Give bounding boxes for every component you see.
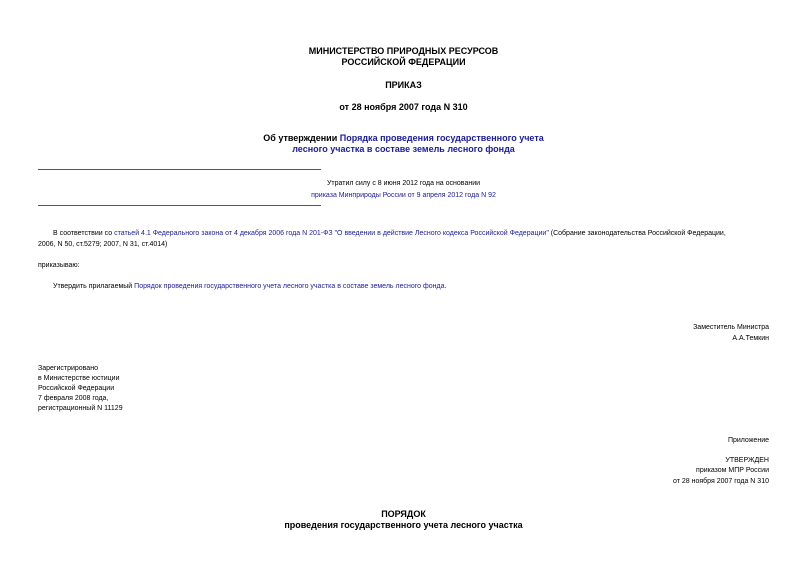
- ministry-name-line2: РОССИЙСКОЙ ФЕДЕРАЦИИ: [341, 57, 466, 67]
- status-note-link[interactable]: приказа Минприроды России от 9 апреля 2012 года N 92: [311, 192, 496, 199]
- para2-prefix: Утвердить прилагаемый: [53, 283, 135, 290]
- registration-line4: 7 февраля 2008 года,: [38, 395, 109, 402]
- registration-line5: регистрационный N 11129: [38, 405, 123, 412]
- document-title-line2: [0, 144, 807, 155]
- registration-line2: в Министерстве юстиции: [38, 375, 120, 382]
- order-word: приказываю:: [38, 262, 80, 269]
- status-note-text: Утратил силу с 8 июня 2012 года на основании: [326, 180, 481, 187]
- approved-by-order: приказом МПР России: [696, 467, 769, 474]
- body-paragraph-1-line2: 2006, N 50, ст.5279; 2007, N 31, ст.4014): [38, 241, 168, 248]
- procedure-subtitle: проведения государственного учета лесного участка: [284, 520, 523, 530]
- signature-position: Заместитель Министра: [693, 324, 769, 331]
- para2-suffix: .: [444, 283, 447, 290]
- registration-line3: Российской Федерации: [38, 385, 115, 392]
- document-date-number: от 28 ноября 2007 года N 310: [339, 102, 468, 112]
- para1-prefix: В соответствии со: [53, 230, 115, 237]
- para1-suffix: (Собрание законодательства Российской Федерации,: [548, 230, 726, 237]
- law-link[interactable]: статьей 4.1 Федерального закона от 4 декабря 2006 года N 201-ФЗ "О введении в действие Лесного кодекса Российской Федерации": [114, 230, 549, 237]
- title-prefix: Об утверждении: [263, 133, 340, 143]
- status-note-line2: [0, 191, 807, 201]
- approved-date-number: от 28 ноября 2007 года N 310: [673, 478, 769, 485]
- registration-line1: Зарегистрировано: [38, 365, 98, 372]
- approved-label: УТВЕРЖДЕН: [725, 457, 769, 464]
- divider-top: [38, 169, 321, 170]
- procedure-link[interactable]: Порядок проведения государственного учета лесного участка в составе земель лесного фонда: [134, 283, 445, 290]
- title-link-line2[interactable]: лесного участка в составе земель лесного фонда: [292, 144, 515, 154]
- document-title: [0, 133, 807, 144]
- body-paragraph-2: [53, 282, 446, 292]
- body-paragraph-1: [38, 229, 769, 239]
- signature-name: А.А.Темкин: [732, 335, 769, 342]
- document-type: ПРИКАЗ: [385, 80, 422, 90]
- title-link-line1[interactable]: Порядка проведения государственного учета: [339, 133, 544, 143]
- appendix-label: Приложение: [727, 437, 769, 444]
- divider-bottom: [38, 205, 321, 206]
- procedure-title: ПОРЯДОК: [381, 509, 426, 519]
- ministry-name-line1: МИНИСТЕРСТВО ПРИРОДНЫХ РЕСУРСОВ: [308, 46, 499, 56]
